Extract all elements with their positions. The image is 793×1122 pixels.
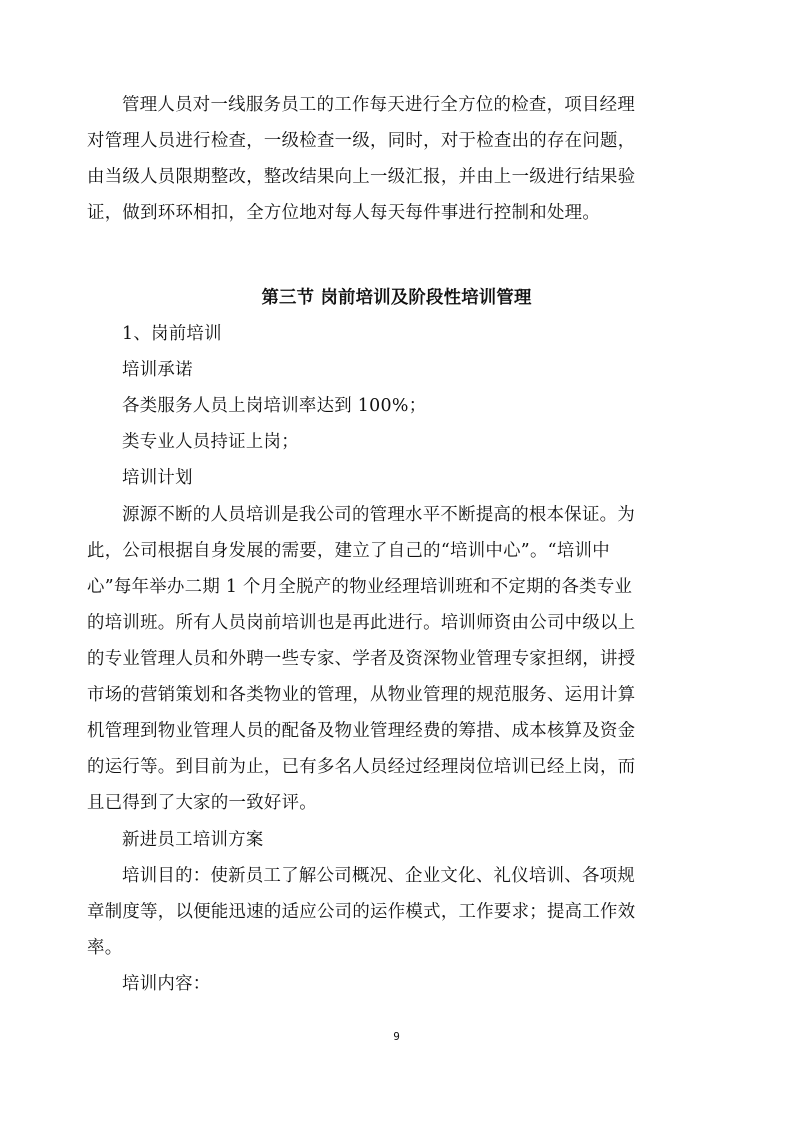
paragraph-3-line-3: 率。 [87, 938, 123, 958]
subheading-pre-job-training: 1、岗前培训 [122, 324, 222, 344]
paragraph-2-line-1: 源源不断的人员培训是我公司的管理水平不断提高的根本保证。为 [122, 505, 636, 525]
training-commitment-label: 培训承诺 [122, 360, 193, 380]
paragraph-1-line-4: 证，做到环环相扣，全方位地对每人每天每件事进行控制和处理。 [87, 203, 601, 223]
training-content-label: 培训内容： [122, 974, 211, 994]
new-employee-plan-label: 新进员工培训方案 [122, 830, 264, 850]
paragraph-3-line-1: 培训目的：使新员工了解公司概况、企业文化、礼仪培训、各项规 [122, 866, 636, 886]
commitment-item-1: 各类服务人员上岗培训率达到 100%； [122, 396, 427, 416]
paragraph-2-line-2: 此，公司根据自身发展的需要，建立了自己的“培训中心”。“培训中 [87, 541, 610, 561]
paragraph-2-line-7: 机管理到物业管理人员的配备及物业管理经费的筹措、成本核算及资金 [87, 721, 636, 741]
paragraph-2-line-9: 且已得到了大家的一致好评。 [87, 793, 317, 813]
paragraph-2-line-4: 的培训班。所有人员岗前培训也是再此进行。培训师资由公司中级以上 [87, 613, 636, 633]
commitment-item-2: 类专业人员持证上岗； [122, 432, 299, 452]
paragraph-1-line-2: 对管理人员进行检查，一级检查一级，同时，对于检查出的存在问题， [87, 131, 636, 151]
paragraph-3-line-2: 章制度等，以便能迅速的适应公司的运作模式，工作要求；提高工作效 [87, 902, 636, 922]
paragraph-2-line-6: 市场的营销策划和各类物业的管理，从物业管理的规范服务、运用计算 [87, 685, 636, 705]
paragraph-2-line-3: 心”每年举办二期 1 个月全脱产的物业经理培训班和不定期的各类专业 [87, 577, 633, 597]
paragraph-1-line-3: 由当级人员限期整改，整改结果向上一级汇报，并由上一级进行结果验 [87, 167, 636, 187]
page-number: 9 [393, 1030, 400, 1043]
paragraph-1-line-1: 管理人员对一线服务员工的工作每天进行全方位的检查，项目经理 [122, 95, 636, 115]
paragraph-2-line-8: 的运行等。到目前为止，已有多名人员经过经理岗位培训已经上岗，而 [87, 757, 636, 777]
section-heading: 第三节 岗前培训及阶段性培训管理 [261, 288, 532, 308]
paragraph-2-line-5: 的专业管理人员和外聘一些专家、学者及资深物业管理专家担纲，讲授 [87, 649, 636, 669]
training-plan-label: 培训计划 [122, 468, 193, 488]
